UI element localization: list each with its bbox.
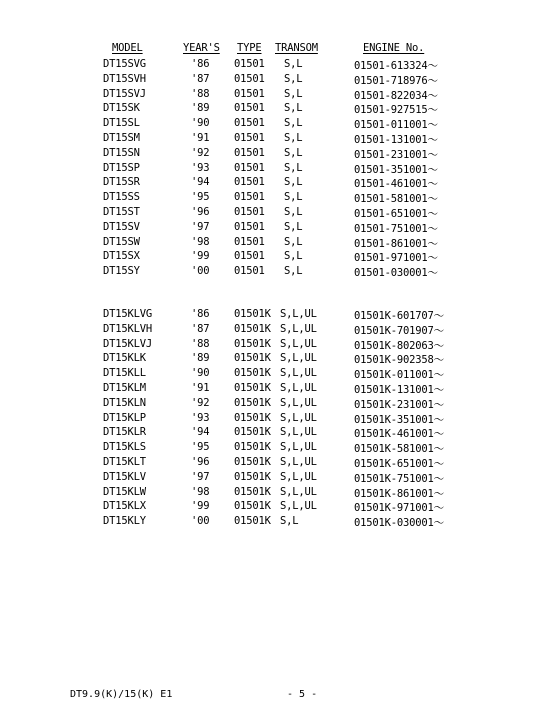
table-row <box>0 191 560 206</box>
cell-type: 01501K <box>234 367 271 380</box>
table-row <box>0 397 560 412</box>
cell-type: 01501K <box>234 381 271 394</box>
cell-year: '99 <box>191 250 210 263</box>
cell-type: 01501 <box>234 87 265 100</box>
cell-model: DT15SK <box>103 102 140 115</box>
cell-model: DT15KLVH <box>103 322 152 335</box>
cell-engine: 01501K-011001～ <box>354 369 444 382</box>
cell-engine: 01501-927515～ <box>354 104 438 117</box>
cell-year: '92 <box>191 146 210 159</box>
cell-engine: 01501-030001～ <box>354 267 438 280</box>
cell-model: DT15KLX <box>103 500 146 513</box>
table-row <box>0 500 560 515</box>
cell-type: 01501 <box>234 205 265 218</box>
cell-transom: S,L,UL <box>280 411 317 424</box>
cell-transom: S,L <box>284 220 303 233</box>
cell-transom: S,L,UL <box>280 381 317 394</box>
cell-type: 01501 <box>234 265 265 278</box>
cell-transom: S,L,UL <box>280 441 317 454</box>
cell-transom: S,L <box>284 161 303 174</box>
cell-year: '94 <box>191 176 210 189</box>
cell-type: 01501 <box>234 235 265 248</box>
cell-model: DT15KLT <box>103 455 146 468</box>
cell-type: 01501 <box>234 250 265 263</box>
cell-year: '93 <box>191 161 210 174</box>
cell-transom: S,L <box>284 146 303 159</box>
cell-year: '95 <box>191 441 210 454</box>
cell-engine: 01501K-701907～ <box>354 324 444 337</box>
cell-engine: 01501K-902358～ <box>354 354 444 367</box>
cell-engine: 01501-581001～ <box>354 193 438 206</box>
cell-transom: S,L <box>284 58 303 70</box>
cell-type: 01501 <box>234 191 265 204</box>
cell-model: DT15KLS <box>103 441 146 454</box>
cell-engine: 01501K-231001～ <box>354 398 444 411</box>
table-row <box>0 102 560 117</box>
cell-model: DT15SW <box>103 235 140 248</box>
cell-type: 01501K <box>234 411 271 424</box>
table-row <box>0 441 560 456</box>
cell-year: '95 <box>191 191 210 204</box>
cell-engine: 01501K-651001～ <box>354 457 444 470</box>
cell-year: '88 <box>191 87 210 100</box>
cell-model: DT15SX <box>103 250 140 263</box>
cell-transom: S,L <box>284 176 303 189</box>
table-row <box>0 162 560 177</box>
cell-type: 01501K <box>234 396 271 409</box>
cell-type: 01501K <box>234 322 271 335</box>
cell-transom: S,L <box>284 191 303 204</box>
footer-page-number: - 5 - <box>287 689 318 700</box>
header-model: MODEL <box>112 42 143 54</box>
cell-year: '90 <box>191 367 210 380</box>
cell-engine: 01501K-601707～ <box>354 310 444 322</box>
cell-transom: S,L <box>284 250 303 263</box>
cell-year: '92 <box>191 396 210 409</box>
table-row <box>0 412 560 427</box>
cell-type: 01501 <box>234 102 265 115</box>
table-row <box>0 221 560 236</box>
cell-engine: 01501K-351001～ <box>354 413 444 426</box>
cell-year: '87 <box>191 72 210 85</box>
header-engine: ENGINE No. <box>363 42 425 54</box>
cell-year: '91 <box>191 131 210 144</box>
cell-engine: 01501K-581001～ <box>354 443 444 456</box>
cell-model: DT15KLP <box>103 411 146 424</box>
cell-transom: S,L,UL <box>280 455 317 468</box>
table-row <box>0 338 560 353</box>
cell-type: 01501K <box>234 352 271 365</box>
cell-year: '97 <box>191 470 210 483</box>
cell-engine: 01501-651001～ <box>354 207 438 220</box>
table-row <box>0 117 560 132</box>
cell-model: DT15SS <box>103 191 140 204</box>
table-row <box>0 73 560 88</box>
cell-engine: 01501-131001～ <box>354 133 438 146</box>
cell-year: '89 <box>191 102 210 115</box>
table-row <box>0 471 560 486</box>
cell-year: '94 <box>191 426 210 439</box>
cell-transom: S,L <box>284 102 303 115</box>
table-row <box>0 132 560 147</box>
cell-engine: 01501-861001～ <box>354 237 438 250</box>
cell-type: 01501K <box>234 515 271 528</box>
cell-engine: 01501-718976～ <box>354 74 438 87</box>
cell-transom: S,L <box>284 235 303 248</box>
cell-transom: S,L <box>284 87 303 100</box>
cell-transom: S,L <box>284 205 303 218</box>
cell-type: 01501K <box>234 426 271 439</box>
cell-type: 01501K <box>234 500 271 513</box>
cell-model: DT15KLR <box>103 426 146 439</box>
table-row <box>0 147 560 162</box>
cell-engine: 01501-351001～ <box>354 163 438 176</box>
header-type: TYPE <box>237 42 262 54</box>
header-transom: TRANSOM <box>275 42 318 54</box>
cell-transom: S,L <box>284 131 303 144</box>
cell-year: '99 <box>191 500 210 513</box>
cell-engine: 01501-822034～ <box>354 89 438 102</box>
cell-engine: 01501K-461001～ <box>354 428 444 441</box>
table-row <box>0 382 560 397</box>
cell-transom: S,L,UL <box>280 322 317 335</box>
cell-type: 01501 <box>234 176 265 189</box>
cell-year: '93 <box>191 411 210 424</box>
cell-engine: 01501-971001～ <box>354 252 438 265</box>
cell-engine: 01501K-971001～ <box>354 502 444 515</box>
cell-type: 01501K <box>234 455 271 468</box>
table-row <box>0 352 560 367</box>
table-row <box>0 367 560 382</box>
cell-year: '87 <box>191 322 210 335</box>
cell-year: '86 <box>191 308 210 320</box>
cell-transom: S,L <box>280 515 299 528</box>
cell-model: DT15KLN <box>103 396 146 409</box>
table-row <box>0 250 560 265</box>
cell-engine: 01501K-861001～ <box>354 487 444 500</box>
cell-year: '88 <box>191 337 210 350</box>
cell-engine: 01501-461001～ <box>354 178 438 191</box>
cell-year: '90 <box>191 117 210 130</box>
cell-year: '00 <box>191 515 210 528</box>
cell-type: 01501K <box>234 485 271 498</box>
cell-transom: S,L <box>284 117 303 130</box>
cell-model: DT15KLY <box>103 515 146 528</box>
cell-transom: S,L,UL <box>280 470 317 483</box>
cell-type: 01501 <box>234 161 265 174</box>
cell-type: 01501 <box>234 146 265 159</box>
cell-model: DT15SVG <box>103 58 146 70</box>
cell-model: DT15SV <box>103 220 140 233</box>
cell-model: DT15KLVJ <box>103 337 152 350</box>
cell-year: '91 <box>191 381 210 394</box>
cell-model: DT15SN <box>103 146 140 159</box>
table-row <box>0 236 560 251</box>
cell-engine: 01501K-030001～ <box>354 517 444 530</box>
table-row <box>0 486 560 501</box>
cell-engine: 01501K-131001～ <box>354 383 444 396</box>
cell-type: 01501 <box>234 117 265 130</box>
cell-transom: S,L <box>284 265 303 278</box>
table-row <box>0 206 560 221</box>
cell-model: DT15ST <box>103 205 140 218</box>
cell-model: DT15KLVG <box>103 308 152 320</box>
cell-transom: S,L,UL <box>280 426 317 439</box>
cell-year: '97 <box>191 220 210 233</box>
cell-transom: S,L,UL <box>280 396 317 409</box>
cell-year: '00 <box>191 265 210 278</box>
cell-type: 01501 <box>234 72 265 85</box>
cell-year: '98 <box>191 235 210 248</box>
cell-model: DT15SP <box>103 161 140 174</box>
table-row <box>0 456 560 471</box>
cell-type: 01501K <box>234 441 271 454</box>
table-row <box>0 308 560 323</box>
cell-year: '96 <box>191 205 210 218</box>
cell-model: DT15KLV <box>103 470 146 483</box>
table-row <box>0 515 560 530</box>
cell-transom: S,L,UL <box>280 500 317 513</box>
table-block-k-models <box>0 308 560 530</box>
footer-doc-code: DT9.9(K)/15(K) E1 <box>70 689 173 700</box>
cell-year: '98 <box>191 485 210 498</box>
cell-engine: 01501K-802063～ <box>354 339 444 352</box>
cell-model: DT15KLK <box>103 352 146 365</box>
cell-type: 01501 <box>234 58 265 70</box>
cell-type: 01501K <box>234 470 271 483</box>
cell-type: 01501K <box>234 308 271 320</box>
cell-type: 01501K <box>234 337 271 350</box>
cell-model: DT15SY <box>103 265 140 278</box>
cell-engine: 01501-751001～ <box>354 222 438 235</box>
cell-engine: 01501K-751001～ <box>354 472 444 485</box>
cell-transom: S,L <box>284 72 303 85</box>
table-header <box>0 42 560 58</box>
cell-engine: 01501-613324～ <box>354 60 438 72</box>
cell-type: 01501 <box>234 220 265 233</box>
cell-model: DT15KLL <box>103 367 146 380</box>
cell-model: DT15SR <box>103 176 140 189</box>
table-row <box>0 323 560 338</box>
cell-year: '86 <box>191 58 210 70</box>
cell-transom: S,L,UL <box>280 308 317 320</box>
table-row <box>0 176 560 191</box>
header-year: YEAR'S <box>183 42 220 54</box>
cell-transom: S,L,UL <box>280 485 317 498</box>
cell-model: DT15KLM <box>103 381 146 394</box>
cell-transom: S,L,UL <box>280 367 317 380</box>
cell-transom: S,L,UL <box>280 352 317 365</box>
cell-year: '96 <box>191 455 210 468</box>
cell-model: DT15SM <box>103 131 140 144</box>
table-block-standard <box>0 58 560 280</box>
table-row <box>0 265 560 280</box>
cell-model: DT15SL <box>103 117 140 130</box>
table-row <box>0 88 560 103</box>
cell-year: '89 <box>191 352 210 365</box>
table-row <box>0 58 560 73</box>
cell-type: 01501 <box>234 131 265 144</box>
cell-model: DT15SVJ <box>103 87 146 100</box>
table-row <box>0 426 560 441</box>
cell-model: DT15SVH <box>103 72 146 85</box>
cell-engine: 01501-011001～ <box>354 119 438 132</box>
cell-transom: S,L,UL <box>280 337 317 350</box>
cell-engine: 01501-231001～ <box>354 148 438 161</box>
cell-model: DT15KLW <box>103 485 146 498</box>
